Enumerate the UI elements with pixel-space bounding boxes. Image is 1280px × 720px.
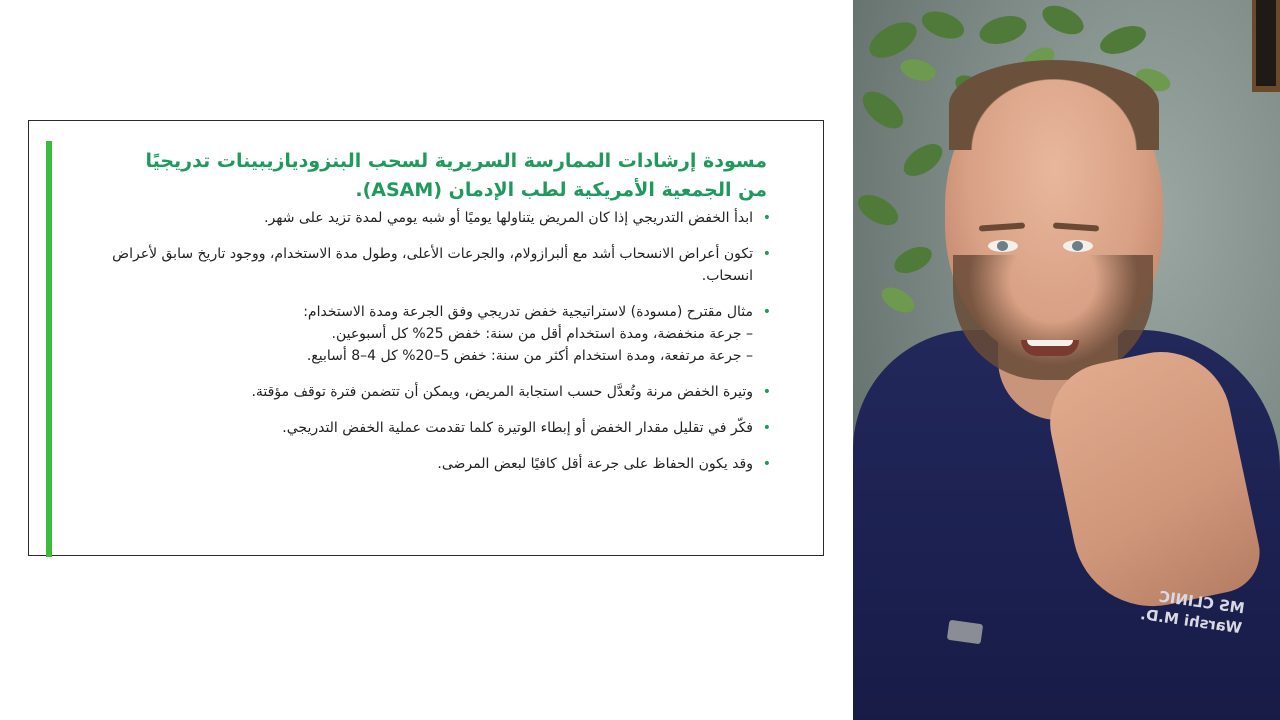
clinic-embroidery: MS CLINIC Warshi M.D.	[1139, 587, 1246, 638]
picture-frame	[1252, 0, 1280, 92]
hair	[949, 60, 1159, 150]
bullet-item-text: مثال مقترح (مسودة) لاستراتيجية خفض تدريجي وفق الجرعة ومدة الاستخدام:	[303, 304, 753, 320]
bullet-item: • وقد يكون الحفاظ على جرعة أقل كافيًا لبعض المرضى.	[81, 453, 771, 475]
bullet-item: • تكون أعراض الانسحاب أشد مع ألبرازولام، والجرعات الأعلى، وطول مدة الاستخدام، ووجود تاريخ سابق لأعراض انسحاب.	[81, 243, 771, 287]
slide-accent-bar	[46, 141, 52, 557]
bullet-item: • فكّر في تقليل مقدار الخفض أو إبطاء الوتيرة كلما تقدمت عملية الخفض التدريجي.	[81, 417, 771, 439]
right-eye	[1063, 240, 1093, 252]
slide-title: مسودة إرشادات الممارسة السريرية لسحب البنزوديازيبينات تدريجيًا من الجمعية الأمريكية لطب الإدمان (ASAM).	[145, 150, 767, 201]
mouth	[1021, 340, 1079, 356]
presenter-video	[853, 0, 1280, 720]
left-eye	[988, 240, 1018, 252]
sub-item: – جرعة مرتفعة، ومدة استخدام أكثر من سنة: خفض 5–20% كل 4–8 أسابيع.	[306, 348, 753, 364]
sub-item: – جرعة منخفضة، ومدة استخدام أقل من سنة: خفض 25% كل أسبوعين.	[331, 326, 753, 342]
presentation-slide	[28, 120, 824, 556]
bullet-list	[81, 207, 771, 489]
bullet-item	[81, 301, 771, 367]
bullet-item: • وتيرة الخفض مرنة وتُعدَّل حسب استجابة المريض، ويمكن أن تتضمن فترة توقف مؤقتة.	[81, 381, 771, 403]
bullet-item: • ابدأ الخفض التدريجي إذا كان المريض يتناولها يوميًا أو شبه يومي لمدة تزيد على شهر.	[81, 207, 771, 229]
